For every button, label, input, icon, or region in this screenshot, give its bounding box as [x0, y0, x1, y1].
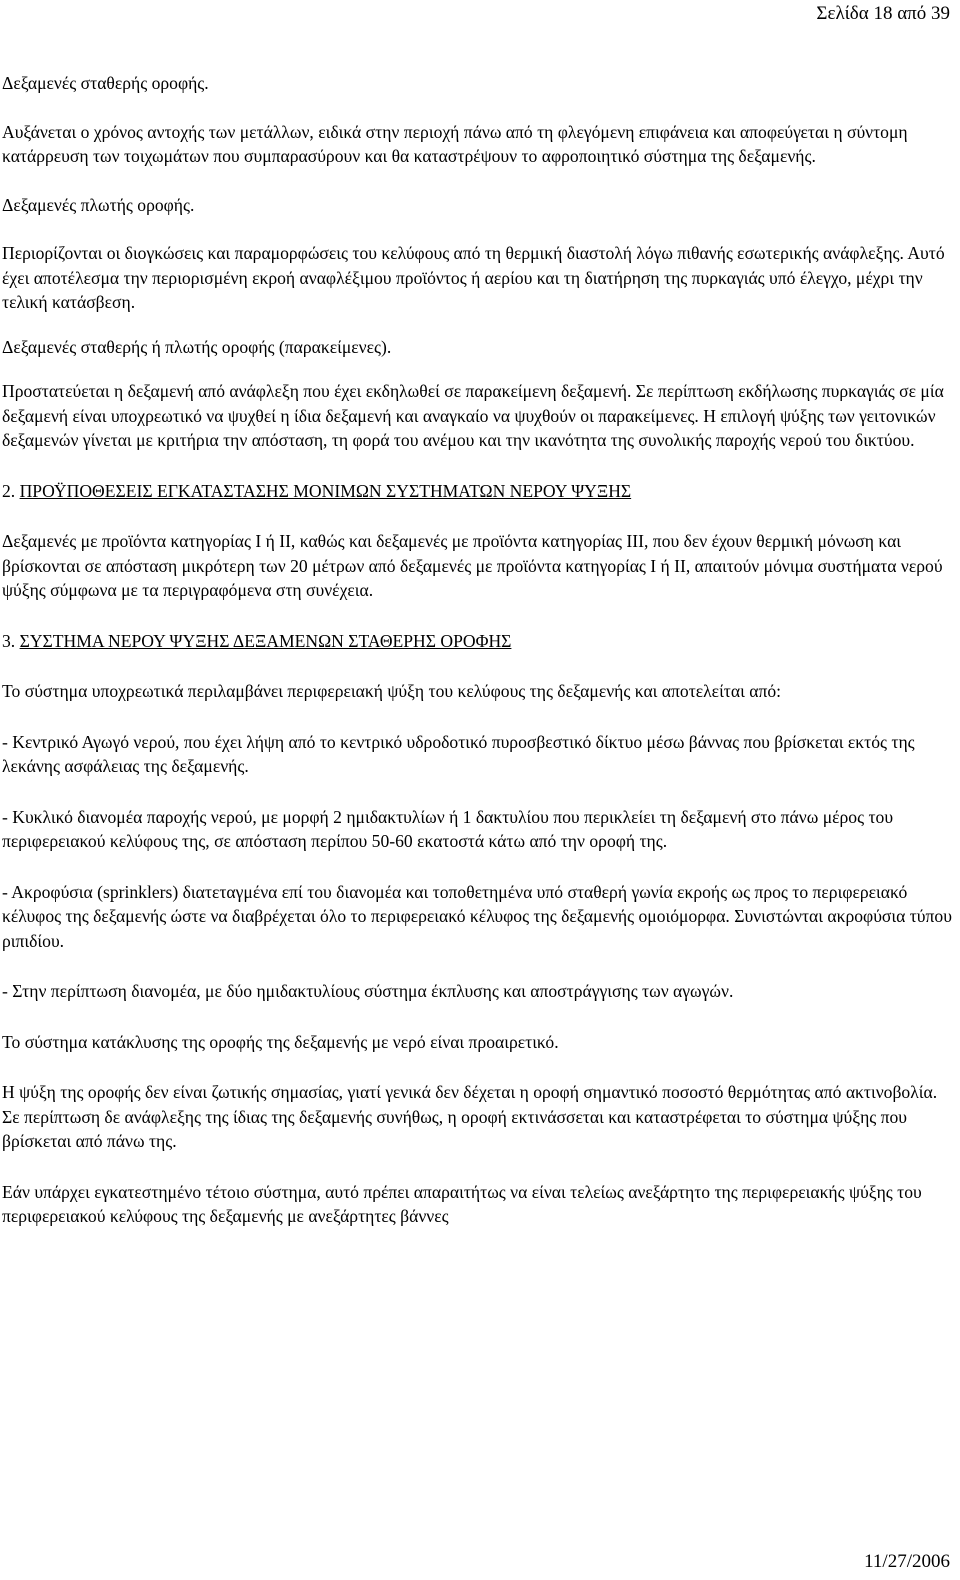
paragraph-roof-cooling: Η ψύξη της οροφής δεν είναι ζωτικής σημασίας, γιατί γενικά δεν δέχεται η οροφή σημαντικό ποσοστό θερμότητας από ακτινοβολία. Σε περίπτωση δε ανάφλεξης της ίδιας της δεξαμενής συνήθως, η οροφή εκτινάσσεται και καταστρέφεται το σύστημα ψύξης που βρίσκεται από πάνω της. [2, 1082, 938, 1151]
list-item-drainage: - Στην περίπτωση διανομέα, με δύο ημιδακτυλίους σύστημα έκπλυσης και αποστράγγισης των αγωγών. [2, 981, 734, 1001]
document-body [2, 71, 952, 1253]
paragraph-independent-system: Εάν υπάρχει εγκατεστημένο τέτοιο σύστημα, αυτό πρέπει απαραιτήτως να είναι τελείως ανεξάρτητο της περιφερειακής ψύξης του περιφερειακού κελύφους της δεξαμενής με ανεξάρτητες βάννες [2, 1181, 922, 1226]
paragraph-fixed-roof-text: Αυξάνεται ο χρόνος αντοχής των μετάλλων, ειδικά στην περιοχή πάνω από τη φλεγόμενη επιφάνεια και αποφεύγεται η σύντομη κατάρρευση των τοιχωμάτων που συμπαρασύρουν και θα καταστρέψουν το αφροποιητικό σύστημα της δεξαμενής. [2, 121, 908, 166]
paragraph-adjacent-tanks-text: Προστατεύεται η δεξαμενή από ανάφλεξη που έχει εκδηλωθεί σε παρακείμενη δεξαμενή. Σε περίπτωση εκδήλωσης πυρκαγιάς σε μία δεξαμενή είναι υποχρεωτικό να ψυχθεί η ίδια δεξαμενή και αναγκαίο να ψυχθούν οι παρακείμενες. Η επιλογή ψύξης των γειτονικών δεξαμενών γίνεται με κριτήρια την απόσταση, τη φορά του ανέμου και την ικανότητα της συνολικής παροχής νερού του δικτύου. [2, 381, 944, 450]
list-item-central-pipe: - Κεντρικό Αγωγό νερού, που έχει λήψη από το κεντρικό υδροδοτικό πυροσβεστικό δίκτυο μέσω βάννας που βρίσκεται εκτός της λεκάνης ασφάλειας της δεξαμενής. [2, 731, 915, 776]
footer-date: 11/27/2006 [864, 1551, 950, 1572]
paragraph-section-2-text: Δεξαμενές με προϊόντα κατηγορίας I ή II, καθώς και δεξαμενές με προϊόντα κατηγορίας III, που δεν έχουν θερμική μόνωση και βρίσκονται σε απόσταση μικρότερη των 20 μέτρων από δεξαμενές με προϊόντα κατηγορίας I ή II, απαιτούν μόνιμα συστήματα νερού ψύξης σύμφωνα με τα περιγραφόμενα στη συνέχεια. [2, 531, 943, 600]
section-3-title: ΣΥΣΤΗΜΑ ΝΕΡΟΥ ΨΥΞΗΣ ΔΕΞΑΜΕΝΩΝ ΣΤΑΘΕΡΗΣ ΟΡΟΦΗΣ [19, 630, 512, 651]
list-item-ring-distributor: - Κυκλικό διανομέα παροχής νερού, με μορφή 2 ημιδακτυλίων ή 1 δακτυλίου που περικλείει τη δεξαμενή στο πάνω μέρος του περιφερειακού κελύφους της, σε απόσταση περίπου 50-60 εκατοστά κάτω από την οροφή της. [2, 806, 894, 851]
section-2-title: ΠΡΟΫΠΟΘΕΣΕΙΣ ΕΓΚΑΤΑΣΤΑΣΗΣ ΜΟΝΙΜΩΝ ΣΥΣΤΗΜΑΤΩΝ ΝΕΡΟΥ ΨΥΞΗΣ [19, 480, 632, 501]
paragraph-system-intro: Το σύστημα υποχρεωτικά περιλαμβάνει περιφερειακή ψύξη του κελύφους της δεξαμενής και αποτελείται από: [2, 681, 782, 701]
section-2-heading [2, 479, 952, 504]
list-item-sprinklers: - Ακροφύσια (sprinklers) διατεταγμένα επί του διανομέα και τοποθετημένα υπό σταθερή γωνία εκροής ως προς το περιφερειακό κέλυφος της δεξαμενής ώστε να διαβρέχεται όλο το περιφερειακό κέλυφος της δεξαμενής ομοιόμορφα. Συνιστώνται ακροφύσια τύπου ριπιδίου. [2, 881, 952, 951]
section-2-number: 2. [2, 480, 20, 501]
section-3-number: 3. [2, 630, 20, 651]
page-number-header: Σελίδα 18 από 39 [816, 3, 950, 24]
paragraph-floating-roof-text: Περιορίζονται οι διογκώσεις και παραμορφώσεις του κελύφους από τη θερμική διαστολή λόγω πιθανής εσωτερικής ανάφλεξης. Αυτό έχει αποτέλεσμα την περιορισμένη εκροή αναφλέξιμου προϊόντος ή αερίου και τη διατήρηση της πυρκαγιάς υπό έλεγχο, μέχρι την τελική κατάσβεση. [2, 243, 945, 312]
paragraph-roof-deluge: Το σύστημα κατάκλυσης της οροφής της δεξαμενής με νερό είναι προαιρετικό. [2, 1031, 559, 1052]
section-3-heading [2, 629, 952, 654]
paragraph-adjacent-tanks-title: Δεξαμενές σταθερής ή πλωτής οροφής (παρακείμενες). [2, 336, 392, 357]
paragraph-fixed-roof-title: Δεξαμενές σταθερής οροφής. [2, 73, 209, 93]
paragraph-floating-roof-title: Δεξαμενές πλωτής οροφής. [2, 194, 195, 215]
